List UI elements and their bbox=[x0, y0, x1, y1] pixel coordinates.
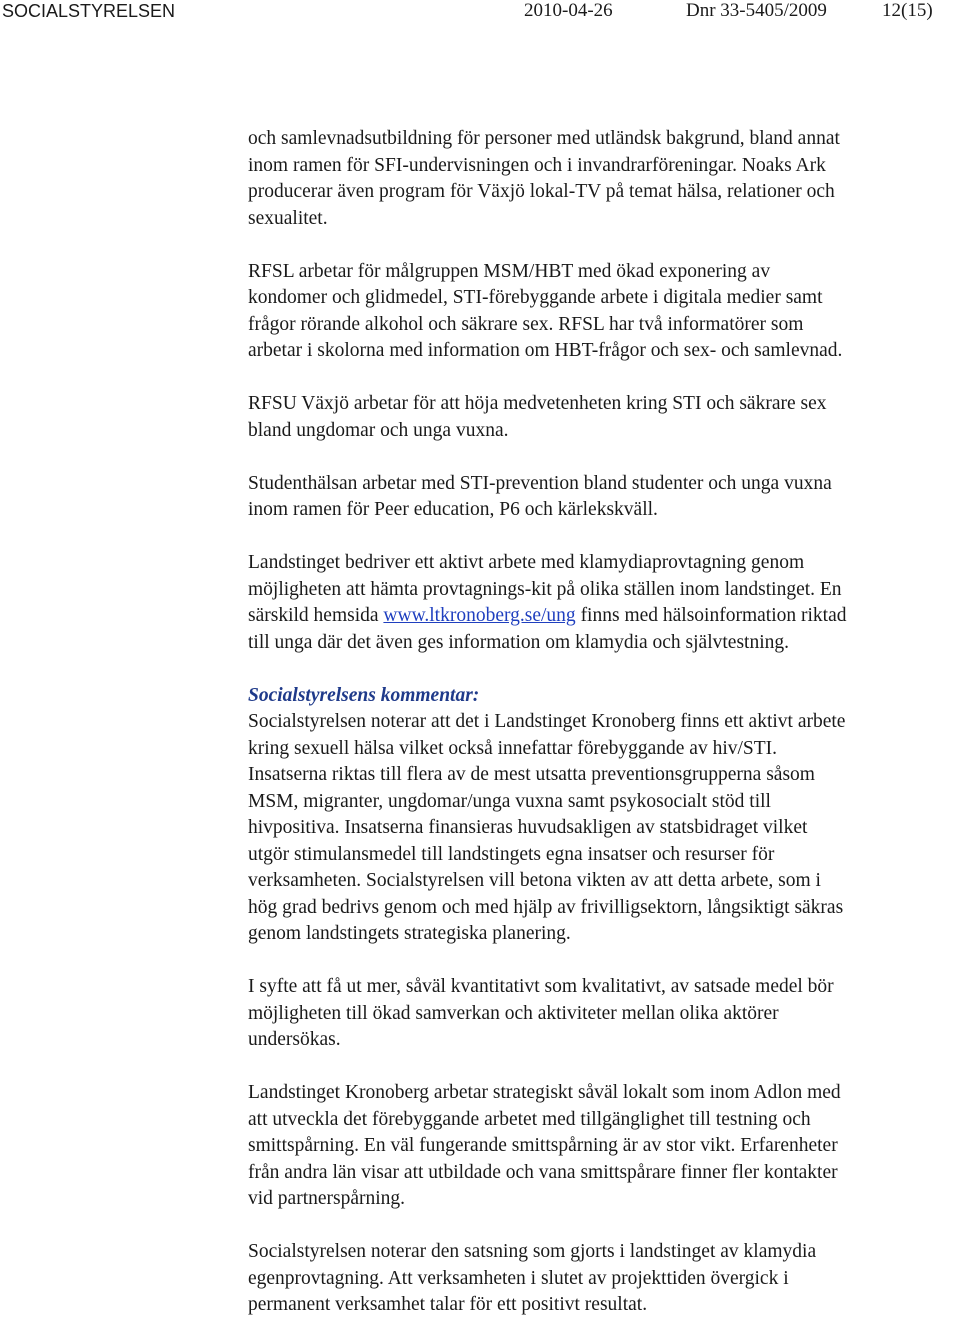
comment-section bbox=[248, 683, 960, 948]
text-line: och samlevnadsutbildning för personer med utländsk bakgrund, bland annat bbox=[248, 128, 840, 149]
text-line: Studenthälsan arbetar med STI-prevention bland studenter och unga vuxna bbox=[248, 472, 832, 494]
text-line: utgör stimulansmedel till landstingets egna insatser och resurser för bbox=[248, 843, 775, 865]
header-date: 2010-04-26 bbox=[524, 0, 613, 21]
text-line: sexualitet. bbox=[248, 207, 328, 229]
text-segment: finns med hälsoinformation riktad bbox=[575, 605, 847, 626]
header-organization: SOCIALSTYRELSEN bbox=[2, 1, 176, 21]
text-line: arbetar i skolorna med information om HBT-frågor och sex- och samlevnad. bbox=[248, 340, 843, 361]
text-line: egenprovtagning. Att verksamheten i slutet av projekttiden övergick i bbox=[248, 1267, 789, 1289]
text-line: RFSL arbetar för målgruppen MSM/HBT med ökad exponering av bbox=[248, 260, 771, 282]
text-line: verksamheten. Socialstyrelsen vill betona vikten av att detta arbete, som i bbox=[248, 870, 821, 891]
paragraph-landstinget bbox=[248, 550, 960, 656]
paragraph-studenthalsan bbox=[248, 471, 960, 524]
paragraph-rfsu bbox=[248, 391, 960, 444]
header-reference-number: Dnr 33-5405/2009 bbox=[686, 0, 827, 21]
text-line: till unga där det även ges information om klamydia och självtestning. bbox=[248, 631, 790, 653]
text-line: Socialstyrelsen noterar att det i Landstinget Kronoberg finns ett aktivt arbete bbox=[248, 711, 846, 732]
text-line: I syfte att få ut mer, såväl kvantitativt som kvalitativt, av satsade medel bör bbox=[248, 976, 834, 997]
text-line: Landstinget bedriver ett aktivt arbete med klamydiaprovtagning genom bbox=[248, 552, 805, 573]
text-segment: särskild hemsida bbox=[248, 605, 384, 626]
text-line bbox=[248, 603, 960, 630]
text-line: från andra län visar att utbildade och vana smittspårare finner fler kontakter bbox=[248, 1161, 838, 1183]
text-line: kring sexuell hälsa vilket också innefattar förebyggande av hiv/STI. bbox=[248, 737, 778, 759]
text-line: producerar även program för Växjö lokal-TV på temat hälsa, relationer och bbox=[248, 181, 835, 202]
text-line: hög grad bedrivs genom och med hjälp av frivilligsektorn, långsiktigt säkras bbox=[248, 896, 844, 918]
paragraph-noaks-ark bbox=[248, 126, 960, 232]
comment-heading: Socialstyrelsens kommentar: bbox=[248, 684, 480, 706]
text-line: smittspårning. En väl fungerande smittspårning är av stor vikt. Erfarenheter bbox=[248, 1135, 838, 1156]
text-line: Landstinget Kronoberg arbetar strategiskt såväl lokalt som inom Adlon med bbox=[248, 1082, 841, 1103]
text-line: hivpositiva. Insatserna finansieras huvudsakligen av statsbidraget vilket bbox=[248, 817, 808, 838]
paragraph-i-syfte bbox=[248, 974, 960, 1054]
text-line: genom landstingets strategiska planering. bbox=[248, 923, 571, 944]
text-line: RFSU Växjö arbetar för att höja medvetenheten kring STI och säkrare sex bbox=[248, 393, 827, 414]
text-line: inom ramen för Peer education, P6 och kärlekskväll. bbox=[248, 499, 658, 520]
text-line: frågor rörande alkohol och säkrare sex. RFSL har två informatörer som bbox=[248, 313, 804, 335]
text-line: möjligheten att hämta provtagnings-kit på olika ställen inom landstinget. En bbox=[248, 578, 842, 600]
text-line: möjligheten till ökad samverkan och aktiviteter mellan olika aktörer bbox=[248, 1002, 779, 1024]
paragraph-klamydia-egenprovtagning bbox=[248, 1239, 960, 1319]
text-line: MSM, migranter, ungdomar/unga vuxna samt psykosocialt stöd till bbox=[248, 790, 771, 812]
paragraph-landstinget-kronoberg bbox=[248, 1080, 960, 1213]
ltkronoberg-link[interactable]: www.ltkronoberg.se/ung bbox=[383, 605, 576, 626]
text-line: Insatserna riktas till flera av de mest utsatta preventionsgrupperna såsom bbox=[248, 764, 815, 785]
text-line: inom ramen för SFI-undervisningen och i invandrarföreningar. Noaks Ark bbox=[248, 154, 826, 176]
text-line: vid partnerspårning. bbox=[248, 1188, 406, 1209]
text-line: att utveckla det förebyggande arbetet med tillgänglighet till testning och bbox=[248, 1108, 811, 1130]
text-line: undersökas. bbox=[248, 1029, 341, 1050]
text-line: bland ungdomar och unga vuxna. bbox=[248, 419, 509, 441]
text-line: Socialstyrelsen noterar den satsning som gjorts i landstinget av klamydia bbox=[248, 1241, 817, 1262]
document-body bbox=[248, 126, 960, 1319]
paragraph-rfsl bbox=[248, 259, 960, 365]
header-page-number: 12(15) bbox=[882, 0, 933, 21]
page-header bbox=[0, 0, 960, 26]
text-line: kondomer och glidmedel, STI-förebyggande arbete i digitala medier samt bbox=[248, 287, 823, 308]
text-line: permanent verksamhet talar för ett positivt resultat. bbox=[248, 1294, 648, 1315]
